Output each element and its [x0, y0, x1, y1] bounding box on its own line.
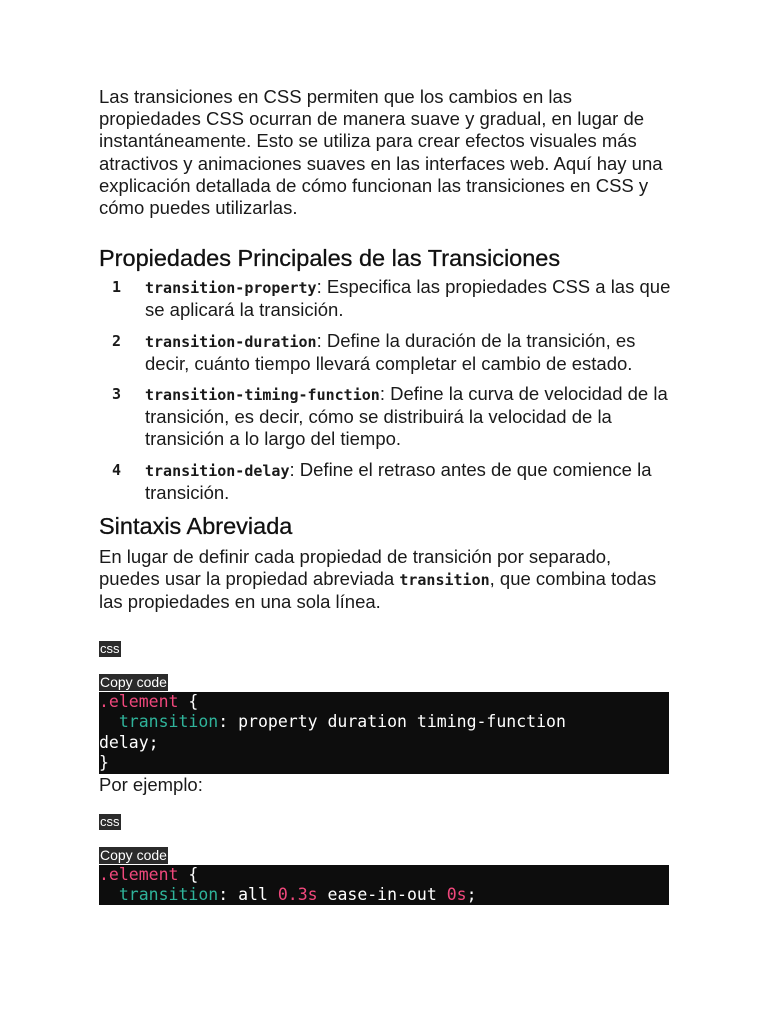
syntax-paragraph — [99, 546, 671, 614]
list-item-text: : Especifica las propiedades CSS a las que se aplicará la transición. — [145, 276, 671, 321]
code-block — [99, 692, 669, 774]
section-heading-syntax: Sintaxis Abreviada — [99, 513, 293, 540]
inline-code: transition — [399, 571, 490, 590]
inline-code: transition-timing-function — [145, 386, 380, 405]
list-item — [99, 330, 671, 375]
code-brace-close: } — [99, 753, 109, 773]
list-item — [99, 383, 671, 451]
code-brace-open: { — [178, 691, 199, 711]
code-selector: .element — [99, 864, 179, 884]
code-number: 0.3s — [277, 885, 318, 905]
inline-code: transition-duration — [145, 332, 317, 351]
code-value: : all — [218, 885, 278, 905]
copy-code-button[interactable]: Copy code — [100, 846, 167, 863]
list-item — [99, 276, 671, 321]
code-lang-row — [99, 640, 671, 658]
code-lang-row — [99, 813, 671, 831]
list-number: 4 — [112, 460, 122, 479]
code-property: transition — [118, 885, 219, 905]
list-item-text: : Define el retraso antes de que comience la transición. — [145, 458, 652, 503]
example-label: Por ejemplo: — [99, 773, 203, 795]
code-brace-open: { — [178, 864, 199, 884]
code-toolbar — [99, 847, 671, 865]
section-heading-properties: Propiedades Principales de las Transiciones — [99, 245, 561, 272]
intro-paragraph: Las transiciones en CSS permiten que los cambios en las propiedades CSS ocurran de manera suave y gradual, en lugar de instantáneamente. Esto se utiliza para crear efectos visuales más atractivos y animaciones suaves en las interfaces web. Aquí hay una explicación detallada de cómo funcionan las transiciones en CSS y cómo puedes utilizarlas. — [99, 86, 663, 219]
list-number: 1 — [112, 278, 122, 297]
list-item — [99, 459, 671, 504]
properties-list — [99, 276, 671, 504]
list-item-text: : Define la curva de velocidad de la transición, es decir, cómo se distribuirá la velocidad de la transición a lo largo del tiempo. — [145, 383, 668, 450]
inline-code: transition-delay — [145, 461, 290, 480]
list-number: 2 — [112, 331, 122, 350]
inline-code: transition-property — [145, 279, 317, 298]
code-indent — [99, 885, 119, 904]
code-number: 0s — [446, 885, 467, 905]
code-value: ease-in-out — [317, 885, 447, 905]
code-property: transition — [118, 712, 219, 732]
list-number: 3 — [112, 385, 122, 404]
document-content — [99, 86, 671, 905]
code-language-label: css — [100, 813, 120, 829]
code-indent — [99, 712, 119, 731]
syntax-text-after: , que combina todas las propiedades en una sola línea. — [99, 568, 657, 613]
code-language-label: css — [100, 640, 120, 656]
code-block — [99, 865, 669, 905]
copy-code-button[interactable]: Copy code — [100, 673, 167, 690]
code-value: ; — [466, 885, 477, 905]
syntax-text-before: En lugar de definir cada propiedad de transición por separado, puedes usar la propiedad abreviada — [99, 546, 612, 590]
code-toolbar — [99, 674, 671, 692]
code-value: : property duration timing-function delay; — [99, 712, 566, 752]
list-item-text: : Define la duración de la transición, es decir, cuánto tiempo llevará completar el cambio de estado. — [145, 329, 636, 374]
code-selector: .element — [99, 691, 179, 711]
